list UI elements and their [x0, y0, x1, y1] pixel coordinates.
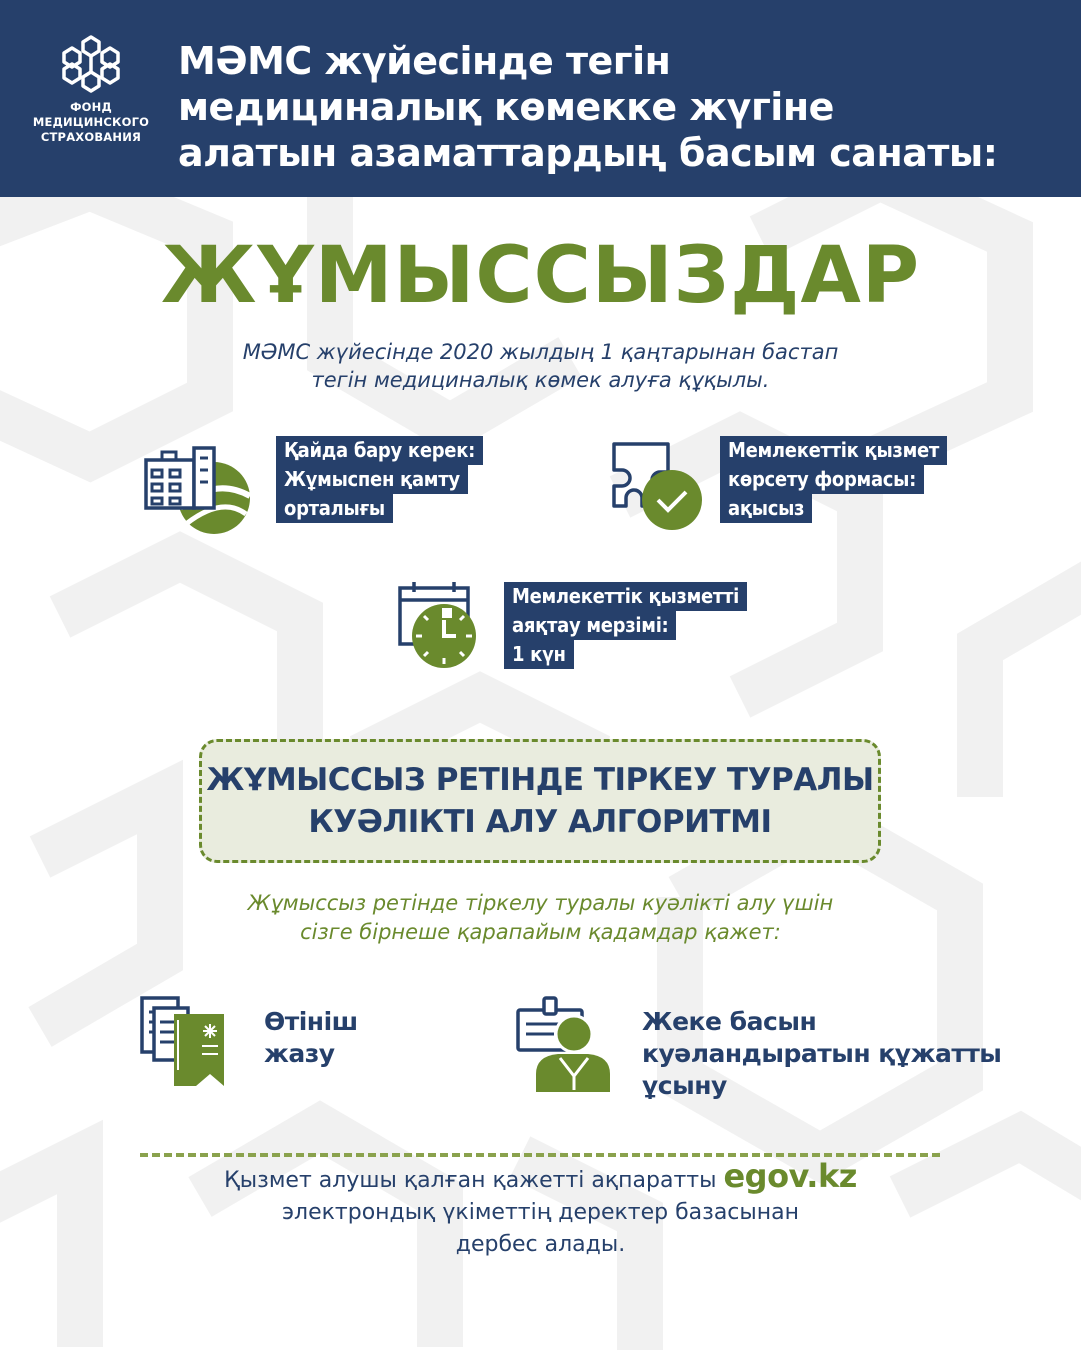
footer-line-text: Қызмет алушы қалған қажетті ақпаратты	[224, 1168, 717, 1193]
algorithm-title-box	[199, 739, 881, 863]
info-tag-line: ақысыз	[720, 494, 812, 523]
id-person-icon	[514, 994, 618, 1094]
header-title-line: медициналық көмекке жүгіне	[178, 85, 834, 129]
info-form	[608, 436, 968, 536]
intro-line: тегін медициналық көмек алуға құқылы.	[311, 368, 770, 392]
info-tag-line: Жұмыспен қамту	[276, 465, 468, 494]
footer-line: электрондық үкіметтің деректер базасынан	[281, 1200, 800, 1225]
algorithm-subtitle-line: сізге бірнеше қарапайым қадамдар қажет:	[300, 920, 781, 944]
info-term	[396, 578, 756, 678]
logo-text-line: ФОНД	[70, 100, 112, 114]
documents-icon	[138, 994, 230, 1090]
snowflake-logo-icon	[61, 34, 121, 94]
info-where	[142, 436, 502, 536]
info-tag-line: орталығы	[276, 494, 393, 523]
info-tag-line: аяқтау мерзімі:	[504, 611, 676, 640]
intro-line: МӘМС жүйесінде 2020 жылдың 1 қаңтарынан бастап	[242, 340, 839, 364]
step-text-line: Жеке басын	[642, 1007, 817, 1036]
header-title-line: алатын азаматтардың басым санаты:	[178, 131, 998, 175]
header-banner	[0, 0, 1081, 197]
insurance-fund-logo	[28, 34, 154, 145]
step-text-line: Өтініш	[264, 1007, 358, 1036]
office-building-icon	[142, 436, 254, 536]
intro-text	[0, 338, 1081, 394]
algorithm-subtitle	[0, 889, 1081, 947]
info-tag-line: 1 күн	[504, 640, 574, 669]
puzzle-check-icon	[608, 436, 708, 536]
logo-text-line: МЕДИЦИНСКОГО	[32, 115, 150, 129]
info-tag-line: Мемлекеттік қызмет	[720, 436, 947, 465]
algorithm-title-line: КУӘЛІКТІ АЛУ АЛГОРИТМІ	[308, 804, 772, 840]
footer-line: дербес алады.	[455, 1232, 626, 1257]
logo-text-line: СТРАХОВАНИЯ	[40, 130, 142, 144]
algorithm-title-line: ЖҰМЫССЫЗ РЕТІНДЕ ТІРКЕУ ТУРАЛЫ	[206, 762, 874, 798]
step-application	[138, 994, 458, 1094]
info-tag-line: көрсету формасы:	[720, 465, 924, 494]
footer-line	[0, 1157, 1081, 1197]
header-title	[178, 38, 1068, 176]
step-text-line: куәландыратын құжатты	[642, 1039, 1002, 1068]
step-identity-document	[514, 994, 1002, 1104]
footer-text	[0, 1157, 1081, 1261]
step-text-line: ұсыну	[642, 1071, 727, 1100]
main-title: ЖҰМЫССЫЗДАР	[160, 231, 921, 321]
egov-link[interactable]: egov.kz	[723, 1157, 857, 1195]
calendar-clock-icon	[396, 578, 496, 670]
info-tag-line: Қайда бару керек:	[276, 436, 483, 465]
header-title-line: МӘМС жүйесінде тегін	[178, 39, 671, 83]
step-text-line: жазу	[264, 1039, 335, 1068]
info-tag-line: Мемлекеттік қызметті	[504, 582, 747, 611]
algorithm-subtitle-line: Жұмыссыз ретінде тіркелу туралы куәлікті алу үшін	[247, 891, 834, 915]
